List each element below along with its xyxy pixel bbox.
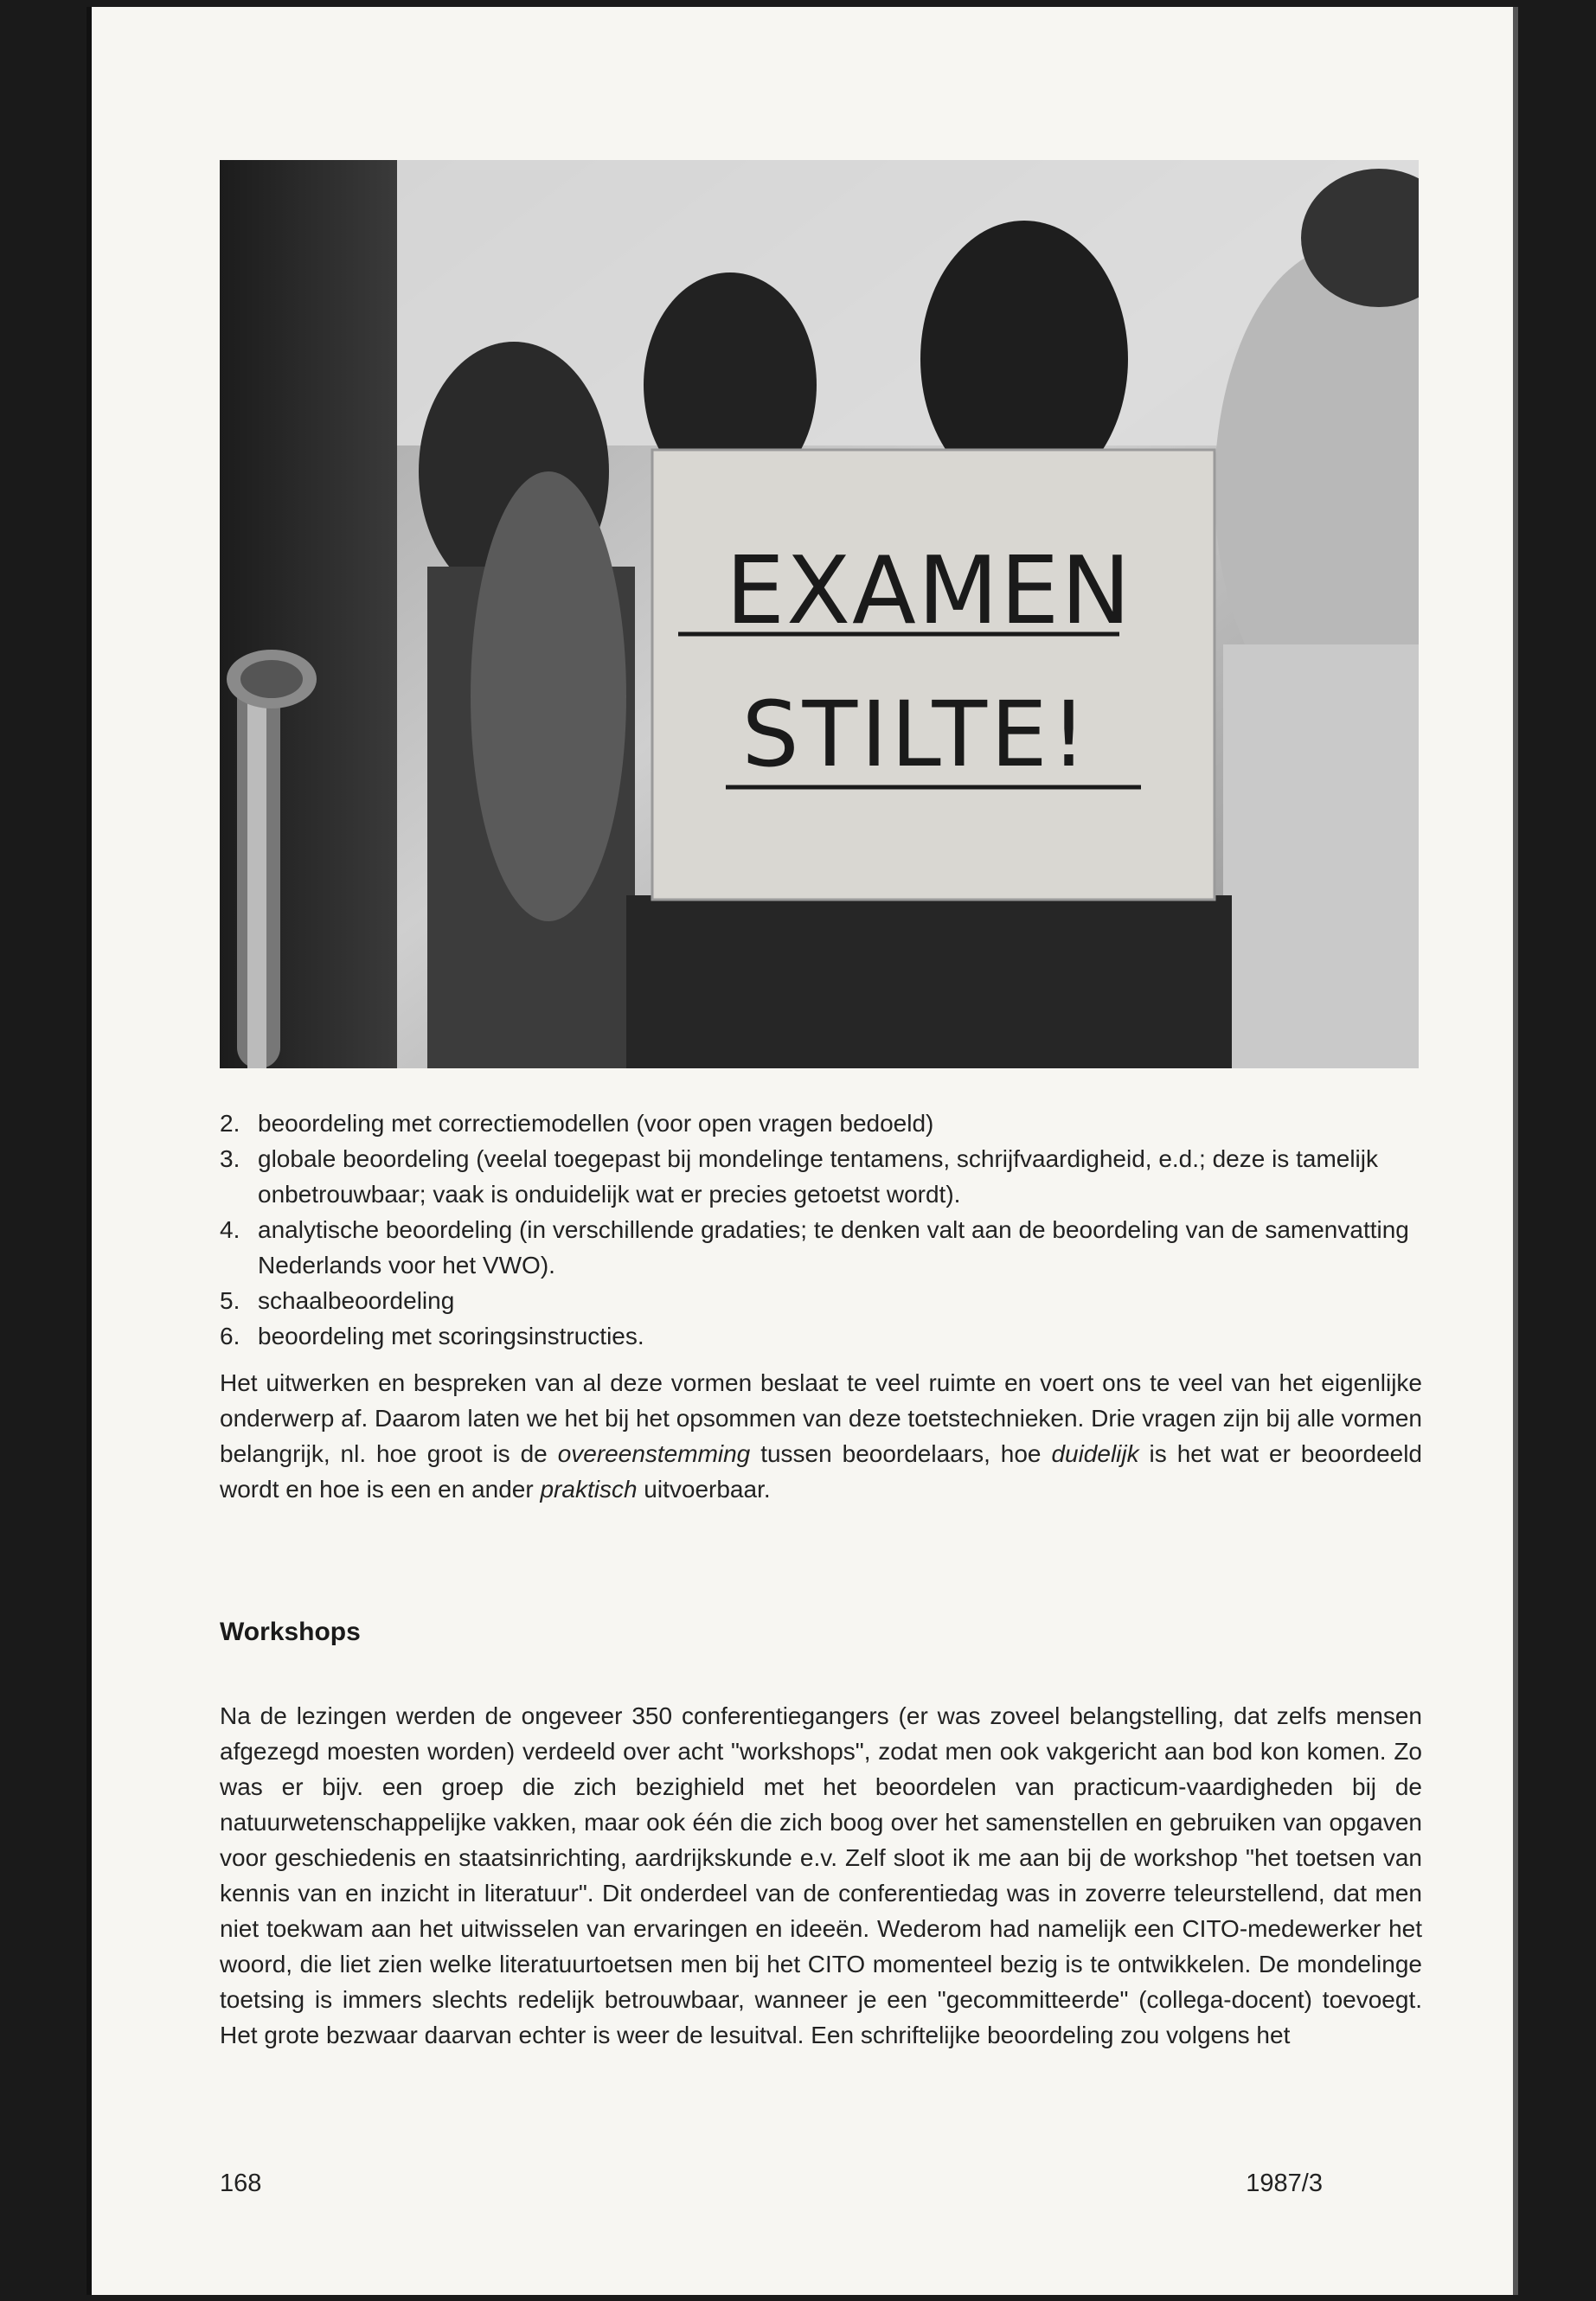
section-heading-workshops: Workshops <box>220 1618 361 1646</box>
document-page <box>87 7 1518 2295</box>
paragraph-workshops: Na de lezingen werden de ongeveer 350 conferentiegangers (er was zoveel belangstelling, dat zelfs mensen afgezegd moesten worden) verdeeld over acht "workshops", zodat men ook vakgericht aan bod kon komen. Zo was er bijv. een groep die zich bezighield met het beoordelen van practicum-vaardigheden bij de natuurwetenschappelijke vakken, maar ook één die zich boog over het samenstellen en gebruiken van opgaven voor geschiedenis en staatsinrichting, aardrijkskunde e.v. Zelf sloot ik me aan bij de workshop "het toetsen van kennis van en inzicht in literatuur". Dit onderdeel van de conferentiedag was in zoverre teleurstellend, dat men niet toekwam aan het uitwisselen van ervaringen en ideeën. Wederom had namelijk een CITO-medewerker het woord, die liet zien welke literatuurtoetsen men bij het CITO momenteel bezig is te ontwikkelen. De mondelinge toetsing is immers slechts redelijk betrouwbaar, wanneer je een "gecommitteerde" (collega-docent) toevoegt. Het grote bezwaar daarvan echter is weer de lesuitval. Een schriftelijke beoordeling zou volgens het <box>220 1702 1422 2048</box>
page-number: 168 <box>220 2170 262 2197</box>
list-item: 2. beoordeling met correctiemodellen (voor open vragen bedoeld) <box>220 1110 934 1137</box>
photo-illustration <box>220 160 1419 1068</box>
sign-text-examen: EXAMEN <box>725 537 1133 645</box>
list-item: 5. schaalbeoordeling <box>220 1287 455 1314</box>
exam-sign <box>652 450 1215 900</box>
paragraph-assessment-questions: Het uitwerken en bespreken van al deze vormen beslaat te veel ruimte en voert ons te veel van het eigenlijke onderwerp af. Daarom laten we het bij het opsommen van deze toetstechnieken. Drie vragen zijn bij alle vormen belangrijk, nl. hoe groot is de overeenstemming tussen beoordelaars, hoe duidelijk is het wat er beoordeeld wordt en hoe is een en ander praktisch uitvoerbaar. <box>220 1369 1423 1503</box>
issue-number: 1987/3 <box>1246 2170 1323 2197</box>
list-item: 6. beoordeling met scoringsinstructies. <box>220 1323 644 1349</box>
list-item: 3. globale beoordeling (veelal toegepast bij mondelinge tentamens, schrijfvaardigheid, e.d.; deze is tamelijk onbetrouwbaar; vaak is onduidelijk wat er precies getoetst wordt). <box>220 1145 1378 1208</box>
assessment-methods-list <box>220 1106 1422 1354</box>
sign-text-stilte: STILTE! <box>741 682 1091 787</box>
list-item: 4. analytische beoordeling (in verschillende gradaties; te denken valt aan de beoordeling van de samenvatting Nederlands voor het VWO). <box>220 1216 1409 1279</box>
exam-silence-photo <box>220 160 1419 1068</box>
